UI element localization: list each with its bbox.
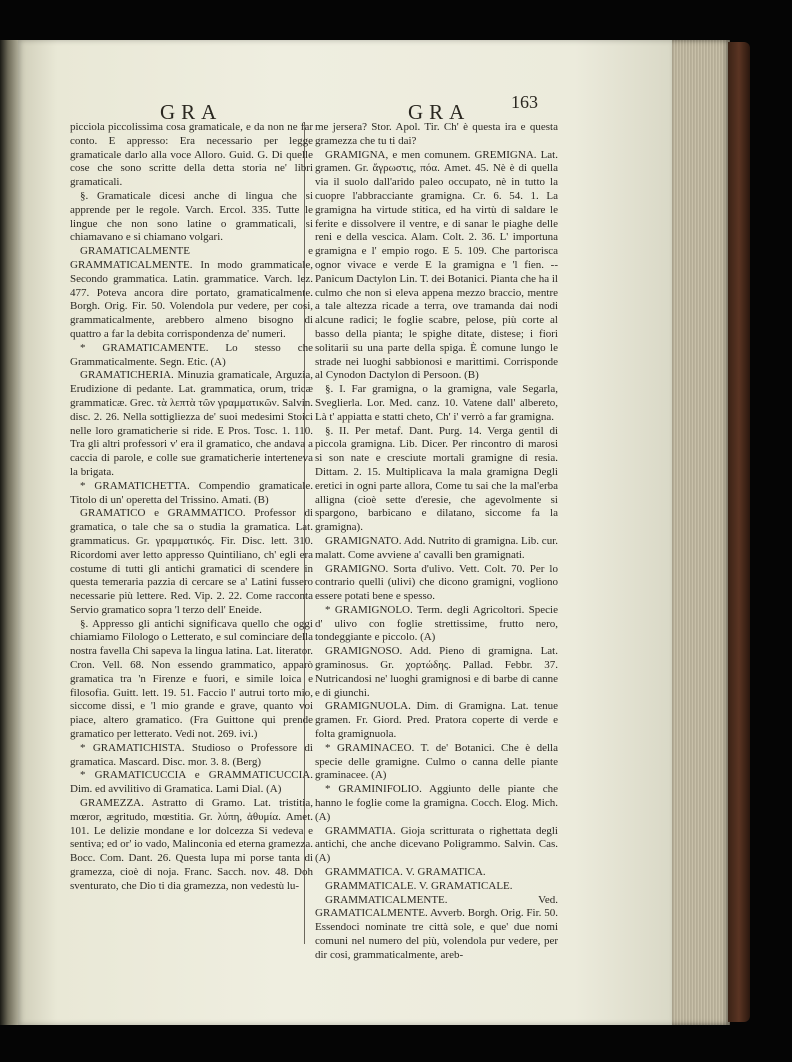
entry-paragraph: * GRAMATICUCCIA e GRAMMATICUCCIA. Dim. ed avvilitivo di Gramatica. Lami Dial. (A) [70,769,313,796]
entry-paragraph: * GRAMATICHISTA. Studioso o Professore di gramatica. Mascard. Disc. mor. 3. 8. (Berg) [70,741,313,768]
entry-paragraph: GRAMEZZA. Astratto di Gramo. Lat. tristitia, mœror, ægritudo, mœstitia. Gr. λύπη, ἀθυμία. Amet. 101. Le delizie mondane e lor dolcezza Si vedeva e sentiva; ed or' io vado, Malinconia ed eterna gramezza. Bocc. Com. Dant. 26. Questa lupa mi porse tanta di gramezza, cioè di noja. Franc. Sacch. nov. 48. Doh sventurato, che Dio ti dia gramezza, non vedestù lu- [70,797,313,892]
entry-paragraph: §. II. Per metaf. Dant. Purg. 14. Verga gentil di piccola gramigna. Lib. Dicer. Per rincontro di marosi si son nate e cresciute mortali gramigne di resia. Dittam. 2. 15. Multiplicava la mala gramigna Degli eretici in ogni parte allora, Come tu sai che la mal'erba alligna (cioè sette d'eresie, che agevolmente si spargono, barbicano e dilatano, siccome fa la gramigna). [315,424,558,534]
entry-paragraph: * GRAMATICHETTA. Compendio gramaticale. Titolo di un' operetta del Trissino. Amati. (B) [70,479,313,506]
entry-paragraph: me jersera? Stor. Apol. Tir. Ch' è questa ira e questa gramezza che tu ti dai? [315,121,558,147]
entry-paragraph: GRAMIGNATO. Add. Nutrito di gramigna. Lib. cur. malatt. Come avviene a' cavalli ben gramignati. [315,534,558,561]
entry-paragraph: * GRAMATICAMENTE. Lo stesso che Grammaticalmente. Segn. Etic. (A) [70,341,313,368]
column-left [70,121,313,894]
entry-paragraph: GRAMMATICALMENTE. Ved. GRAMATICALMENTE. Avverb. Borgh. Orig. Fir. 50. Essendoci nominate tre città sole, e que' due nomi comuni nel numero del più, volendola pur vedere, per dir cosi, grammaticalmente, areb- [315,893,558,961]
column-right [315,121,558,963]
entry-paragraph: GRAMIGNUOLA. Dim. di Gramigna. Lat. tenue gramen. Fr. Giord. Pred. Pratora coperte di verde e folta gramignuola. [315,700,558,741]
entry-paragraph: GRAMMATICA. V. GRAMATICA. [325,866,486,879]
entry-paragraph: §. I. Far gramigna, o la gramigna, vale Segarla, Sveglierla. Lor. Med. canz. 10. Vatene dall' albereto, Là t' appiatta e statti cheto, Ch' i' verrò a far gramigna. [315,383,558,423]
entry-paragraph: GRAMMATICALE. V. GRAMATICALE. [325,879,513,892]
entry-paragraph: picciola piccolissima cosa gramaticale, e da non ne far conto. E appresso: Era necessario per legge gramaticale darlo alla voce Alloro. Guid. G. Di quelle cose che sono scritte della detta storia ne' libri gramaticali. [70,121,313,189]
entry-paragraph: GRAMMATIA. Gioja scritturata o righettata degli antichi, che anche dicevano Poligrammo. Salvin. Cas. (A) [315,824,558,865]
entry-paragraph: GRAMIGNOSO. Add. Pieno di gramigna. Lat. graminosus. Gr. χορτώδης. Pallad. Febbr. 37. Nutricandosi ne' luoghi gramignosi e di barbe di canne e di giunchi. [315,645,558,699]
entry-paragraph: §. Gramaticale dicesi anche di lingua che si apprende per le regole. Varch. Ercol. 335. Tutte le lingue che non sono latine o grammaticali, si chiamavano e si chiamano volgari. [70,189,313,244]
book-left-edge [0,40,20,1025]
entry-paragraph: * GRAMINIFOLIO. Aggiunto delle piante che hanno le foglie come la gramigna. Cocch. Elog. Mich. (A) [315,783,558,823]
entry-paragraph: §. Appresso gli antichi significava quello che oggi chiamiamo Filologo o Letterato, e sul cominciare della nostra favella Chi sapeva la lingua latina. Lat. literator. Cron. Vell. 68. Non essendo grammatico, apparò gramatica tra 'n Firenze e fuori, e simile loica e filosofia. Guitt. lett. 19. 51. Faccio l' autrui torto mio, siccome dissi, e 'l mio grande e grave, quanto voi piace, altero gramatico. (Fra Guittone qui prende gramatico per letterato. Vedi not. 269. ivi.) [70,617,313,741]
running-head-left: GRA [160,100,223,124]
page-edges [672,40,730,1025]
page-number: 163 [511,92,538,112]
book-cover-spine [728,42,750,1022]
entry-paragraph: * GRAMINACEO. T. de' Botanici. Che è della specie delle gramigne. Culmo o canna delle piante graminacee. (A) [315,741,558,782]
entry-paragraph: GRAMIGNA, e men comunem. GREMIGNA. Lat. gramen. Gr. ἄγρωστις, πόα. Amet. 45. Nè è di quella via il suolo dall'arido paleo occupato, nè in tutto la cuopre l'abbracciante gramigna. Cr. 6. 54. 1. La gramigna ha virtude stitica, ed ha virtù di saldare le ferite e dissolvere il ventre, e di sanar le piaghe delle reni e della vescica. Alam. Colt. 2. 36. L' importuna gramigna e l' empio rogo. E 5. 109. Che partorisca ognor vivace e verde E la gramigna e 'l fien. -- Panicum Dactylon Lin. T. dei Botanici. Pianta che ha il culmo che non si eleva appena mezzo braccio, mentre a tale altezza ricade a terra, ove tramanda dai nodi alcune radici; le foglie scabre, pelose, più corte al basso della pianta; le spighe ditate, distese; i fiori solitarii su una parte della spiga. È comune lungo le strade nei luoghi sabbionosi e marittimi. Corrisponde al Cynodon Dactylon di Persoon. (B) [315,148,558,382]
running-head-right: GRA [408,100,471,124]
entry-paragraph: * GRAMIGNOLO. Term. degli Agricoltori. Specie d' ulivo con foglie strettissime, frutto nero, tondeggiante e piccolo. (A) [315,603,558,644]
entry-paragraph: GRAMATICALMENTE e GRAMMATICALMENTE. In modo grammaticale, Secondo grammatica. Latin. grammatice. Varch. lez. 477. Poteva ancora dire portato, gramaticalmente. Borgh. Orig. Fir. 50. Volendola pur vedere, per cosi, grammaticalmente, arebbero almeno bisogno di quattro a far la debita corrispondenza de' numeri. [70,245,313,340]
entry-paragraph: GRAMATICO e GRAMMATICO. Professor di gramatica, o tale che sa o studia la gramatica. Lat. grammaticus. Gr. γραμματικός. Fir. Disc. lett. 310. Ricordomi aver letto appresso Quintiliano, ch' egli era costume di tutti gli antichi gramatici di scendere in questa temeraria pazzia di cercare se a' Latini fussero necessarie più lettere. Red. Vip. 2. 22. Come racconta Servio gramatico sopra 'l terzo dell' Eneide. [70,507,313,616]
entry-paragraph: GRAMIGNO. Sorta d'ulivo. Vett. Colt. 70. Per lo contrario quelli (ulivi) che dicono gramigni, vogliono essere potati bene e spesso. [315,562,558,603]
entry-paragraph: GRAMATICHERIA. Minuzia gramaticale, Arguzia, Erudizione di pedante. Lat. grammatica, orum, tricæ grammaticæ. Grec. τὰ λεπτὰ τῶν γραμματικῶν. Salvin. disc. 2. 26. Nella sottigliezza de' suoi medesimi Stoici nelle loro gramaticherie si ride. E Pros. Tosc. 1. 110. Tra gli altri professori v' era il gramatico, che andava a caccia di parole, e colle sue gramaticherie interteneva la brigata. [70,369,313,478]
